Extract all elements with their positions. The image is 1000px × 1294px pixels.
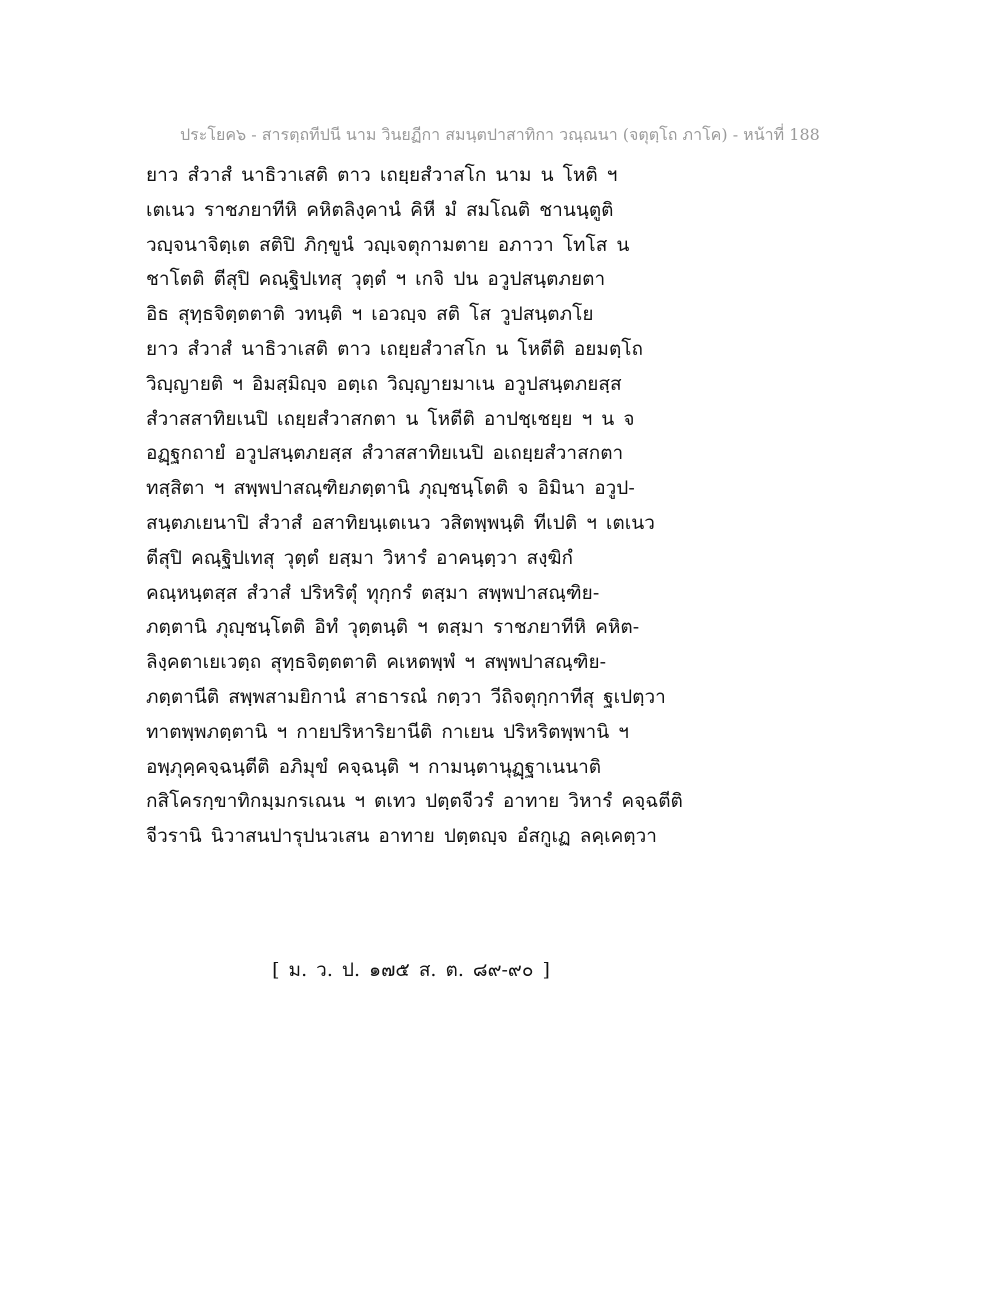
text-line: เตเนว ราชภยาทีหิ คหิตลิงฺคานํ คิหี มํ สมโณติ ชานนฺตูติ: [146, 198, 614, 221]
source-reference: [ ม. ว. ป. ๑๗๕ ส. ต. ๘๙-๙๐ ]: [272, 959, 550, 981]
text-line: จีวรานิ นิวาสนปารุปนวเสน อาทาย ปตฺตญฺจ อํสกูเฏ ลคฺเคตฺวา: [146, 825, 657, 848]
text-line: ทสฺสิตา ฯ สพฺพปาสณฺฑิยภตฺตานิ ภุญฺชนฺโตติ จ อิมินา อวูป-: [146, 477, 635, 500]
text-line: วิญฺญายติ ฯ อิมสฺมิญฺจ อตฺเถ วิญฺญายมาเน อวูปสนฺตภยสฺส: [146, 372, 622, 395]
text-line: สํวาสสาทิยเนปิ เถยฺยสํวาสกตา น โหตีติ อาปชฺเชยฺย ฯ น จ: [146, 407, 635, 430]
text-line: กสิโครกฺขาทิกมฺมกรเณน ฯ ตเทว ปตฺตจีวรํ อาทาย วิหารํ คจฺฉตีติ: [146, 790, 683, 813]
text-line: สนฺตภเยนาปิ สํวาสํ อสาทิยนฺเตเนว วสิตพฺพนฺติ ทีเปติ ฯ เตเนว: [146, 511, 655, 534]
text-line: ยาว สํวาสํ นาธิวาเสติ ตาว เถยฺยสํวาสโก นาม น โหติ ฯ: [146, 164, 618, 186]
text-line: ชาโตติ ตีสุปิ คณฺฐิปเทสุ วุตฺตํ ฯ เกจิ ปน อวูปสนฺตภยตา: [146, 268, 606, 291]
text-line: ลิงฺคตาเยเวตฺถ สุทฺธจิตฺตตาติ คเหตพฺพํ ฯ สพฺพปาสณฺฑิย-: [146, 651, 607, 674]
text-line: ภตฺตานีติ สพฺพสามยิกานํ สาธารณํ กตฺวา วีถิจตุกฺกาทีสุ ฐเปตฺวา: [146, 685, 666, 708]
text-line: ยาว สํวาสํ นาธิวาเสติ ตาว เถยฺยสํวาสโก น โหตีติ อยมตฺโถ: [146, 337, 643, 360]
text-line: คณฺหนฺตสฺส สํวาสํ ปริหริตุํ ทุกฺกรํ ตสฺมา สพฺพปาสณฺฑิย-: [146, 581, 600, 604]
text-line: ทาตพฺพภตฺตานิ ฯ กายปริหาริยานีติ กาเยน ปริหริตพฺพานิ ฯ: [146, 720, 629, 743]
text-line: วญฺจนาจิตฺเต สติปิ ภิกฺขูนํ วญฺเจตุกามตาย อภาวา โทโส น: [146, 233, 630, 256]
text-line: อฏฺฐกถายํ อวูปสนฺตภยสฺส สํวาสสาทิยเนปิ อเถยฺยสํวาสกตา: [146, 442, 624, 465]
text-line: ภตฺตานิ ภุญฺชนฺโตติ อิทํ วุตฺตนฺติ ฯ ตสฺมา ราชภยาทีหิ คหิต-: [146, 616, 640, 639]
running-header: ประโยค๖ - สารตฺถทีปนี นาม วินยฏีกา สมนฺตปาสาทิกา วณฺณนา (จตุตฺโถ ภาโค) - หน้าที่ 188: [180, 125, 820, 144]
body-text: [146, 158, 846, 854]
text-line: อพฺภุคฺคจฺฉนฺตีติ อภิมุขํ คจฺฉนฺติ ฯ กามนฺตานุฏฺฐาเนนาติ: [146, 755, 602, 778]
text-line: อิธ สุทฺธจิตฺตตาติ วทนฺติ ฯ เอวญฺจ สติ โส วูปสนฺตภโย: [146, 303, 594, 326]
text-line: ตีสุปิ คณฺฐิปเทสุ วุตฺตํ ยสฺมา วิหารํ อาคนฺตฺวา สงฺฆิกํ: [146, 546, 574, 569]
